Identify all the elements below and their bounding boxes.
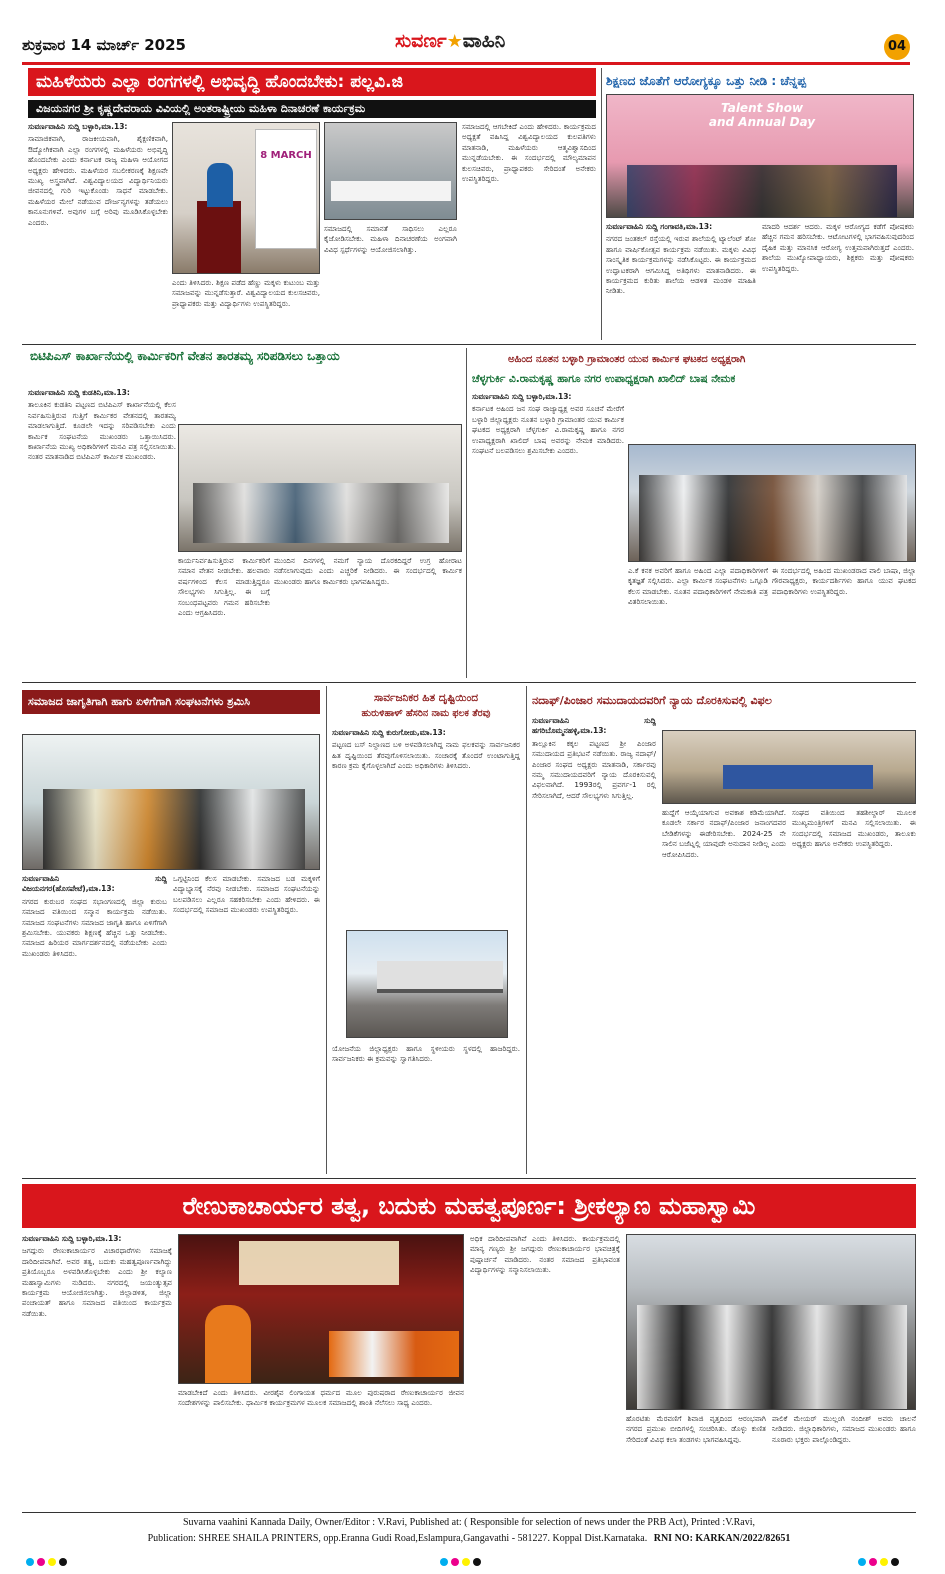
backdrop-banner	[255, 129, 317, 249]
divider-h3	[22, 1178, 916, 1179]
divider-v1	[601, 68, 602, 340]
page-number: 04	[884, 34, 910, 60]
yellow-dot-icon	[462, 1558, 470, 1566]
story4-text1: ಕರ್ನಾಟಕ ಅಹಿಂದ ಜನ ಸಂಘ ರಾಜ್ಯಾಧ್ಯಕ್ಷ ಅವರ ಸೂಚನೆ ಮೇರೆಗೆ ಬಳ್ಳಾರಿ ಜಿಲ್ಲಾಧ್ಯಕ್ಷರು ನೂತನ ಬಳ್ಳಾರಿ ಗ್ರಾಮಾಂತರ ಯುವ ಕಾರ್ಮಿಕ ಘಟಕದ ಅಧ್ಯಕ್ಷರಾಗಿ ಚೆಳ್ಳಗುರ್ಕಿ ವಿ.ರಾಮಕೃಷ್ಣ ಹಾಗೂ ನಗರ ಉಪಾಧ್ಯಕ್ಷರಾಗಿ ಖಾಲಿದ್ ಬಾಷ ಅವರನ್ನು ನೇಮಕ ಮಾಡಿದರು. ಸಂಘಟನೆ ಬಲಪಡಿಸಲು ಶ್ರಮಿಸಬೇಕು ಎಂದರು.	[472, 404, 624, 456]
story4-col1	[472, 392, 624, 676]
registration-marks-center	[440, 1558, 500, 1566]
photo-womens-day	[172, 122, 320, 274]
shawl-group	[43, 789, 305, 869]
swamiji-figure	[205, 1305, 251, 1384]
stage-banner	[239, 1241, 399, 1285]
guests-row	[627, 165, 897, 217]
story8-col2	[178, 1388, 464, 1508]
magenta-dot-icon	[451, 1558, 459, 1566]
photo-swamiji-stage	[178, 1234, 464, 1384]
story1-text4: ಸಮಾಜದಲ್ಲಿ ಆಗಬೇಕಿದೆ ಎಂದು ಹೇಳಿದರು. ಕಾರ್ಯಕ್ರಮದ ಅಧ್ಯಕ್ಷತೆ ವಹಿಸಿದ್ದ ವಿಶ್ವವಿದ್ಯಾಲಯದ ಕುಲಪತಿಗಳು ಮಾತನಾಡಿ, ಮಹಿಳೆಯರು ಆತ್ಮವಿಶ್ವಾಸದಿಂದ ಮುನ್ನಡೆಯಬೇಕು. ಈ ಸಂದರ್ಭದಲ್ಲಿ ಮೌಲ್ಯಮಾಪನ ಕುಲಸಚಿವರು, ಪ್ರಾಧ್ಯಾಪಕರು ಸೇರಿದಂತೆ ಅನೇಕರು ಉಪಸ್ಥಿತರಿದ್ದರು.	[462, 122, 596, 184]
story6-col1	[332, 728, 520, 928]
seated-group	[193, 483, 449, 543]
photo-procession	[626, 1234, 916, 1410]
story3-text2: ಕಾರ್ಯನಿರ್ವಹಿಸುತ್ತಿರುವ ಕಾರ್ಮಿಕರಿಗೆ ಸಮಾನ ವೇತನ ನೀಡಬೇಕು. ಹಲವಾರು ವರ್ಷಗಳಿಂದ ಕೆಲಸ ಮಾಡುತ್ತಿದ್ದರೂ ಸೌಲಭ್ಯಗಳು ಸಿಗುತ್ತಿಲ್ಲ. ಈ ಬಗ್ಗೆ ಸಂಬಂಧಪಟ್ಟವರು ಗಮನ ಹರಿಸಬೇಕು ಎಂದು ಆಗ್ರಹಿಸಿದರು.	[178, 556, 270, 618]
registration-marks-left	[26, 1558, 86, 1566]
headline-school-health: ಶಿಕ್ಷಣದ ಜೊತೆಗೆ ಆರೋಗ್ಯಕ್ಕೂ ಒತ್ತು ನೀಡಿ : ಚೆನ್ನಪ್ಪ	[606, 74, 806, 88]
story3-col1	[28, 388, 176, 676]
crowd	[637, 1305, 907, 1409]
footer-line1: Suvarna vaahini Kannada Daily, Owner/Editor : V.Ravi, Published at: ( Responsible for selection of news under the PRB Act), Printed :V.Ravi,	[182, 1517, 756, 1528]
story4-col2	[628, 566, 768, 676]
story-womens-day	[22, 68, 597, 340]
story7-dateline: ಸುವರ್ಣವಾಹಿನಿ ಸುದ್ದಿ ಹಗರಿಬೊಮ್ಮನಹಳ್ಳಿ,ಮಾ.13:	[532, 716, 656, 736]
headline-pinjara: ನದಾಫ್/ಪಿಂಜಾರ ಸಮುದಾಯದವರಿಗೆ ನ್ಯಾಯ ದೊರಕಿಸುವಲ್ಲಿ ವಿಫಲ	[532, 694, 772, 707]
magenta-dot-icon	[869, 1558, 877, 1566]
brand-logo	[395, 30, 555, 60]
story2-col1	[606, 222, 756, 338]
cyan-dot-icon	[858, 1558, 866, 1566]
story2-col2	[762, 222, 914, 338]
photo-bus-stand	[346, 930, 508, 1038]
story1-text3: ಸಮಾಜದಲ್ಲಿ ಸಮಾನತೆ ಸಾಧಿಸಲು ಎಲ್ಲರೂ ಕೈಜೋಡಿಸಬೇಕು. ಮಹಿಳಾ ದಿನಾಚರಣೆಯ ಅಂಗವಾಗಿ ವಿವಿಧ ಸ್ಪರ್ಧೆಗಳನ್ನು ಆಯೋಜಿಸಲಾಗಿತ್ತು.	[324, 224, 457, 254]
story7-text1: ತಾಲ್ಲೂಕಿನ ಕಕ್ಕಲ ಪಟ್ಟಣದ ಶ್ರೀ ಪಿಂಜಾರ ಸಮುದಾಯದ ಪ್ರತಿಭಟನೆ ನಡೆಯಿತು. ರಾಜ್ಯ ನದಾಫ್/ಪಿಂಜಾರ ಸಂಘದ ಅಧ್ಯಕ್ಷರು ಮಾತನಾಡಿ, ಸರ್ಕಾರವು ನಮ್ಮ ಸಮುದಾಯದವರಿಗೆ ನ್ಯಾಯ ದೊರಕಿಸುವಲ್ಲಿ ವಿಫಲವಾಗಿದೆ. 1993ರಲ್ಲಿ ಪ್ರವರ್ಗ-1 ರಲ್ಲಿ ಸೇರಿಸಲಾಗಿದೆ, ಆದರೆ ಸೌಲಭ್ಯಗಳು ಸಿಗುತ್ತಿಲ್ಲ.	[532, 738, 656, 800]
story8-text5: ಪಾಲಿಕೆ ಮೇಯರ್ ಮುಲ್ಲಂಗಿ ನಂದೀಶ್ ಅವರು ಚಾಲನೆ ನೀಡಿದರು. ಜಿಲ್ಲಾಧಿಕಾರಿಗಳು, ಸಮಾಜದ ಮುಖಂಡರು ಹಾಗೂ ನೂರಾರು ಭಕ್ತರು ಪಾಲ್ಗೊಂಡಿದ್ದರು.	[772, 1414, 916, 1444]
story5-text2: ಒಗ್ಗಟ್ಟಿನಿಂದ ಕೆಲಸ ಮಾಡಬೇಕು. ಸಮಾಜದ ಬಡ ಮಕ್ಕಳಿಗೆ ವಿದ್ಯಾಭ್ಯಾಸಕ್ಕೆ ನೆರವು ನೀಡಬೇಕು. ಸಮಾಜದ ಸಂಘಟನೆಯನ್ನು ಬಲಪಡಿಸಲು ಎಲ್ಲರೂ ಸಹಕರಿಸಬೇಕು ಎಂದು ಹೇಳಿದರು. ಈ ಸಂದರ್ಭದಲ್ಲಿ ಸಮಾಜದ ಮುಖಂಡರು ಉಪಸ್ಥಿತರಿದ್ದರು.	[173, 874, 320, 915]
story1-col2	[172, 278, 320, 338]
story7-text2: ಹುದ್ದೆಗೆ ಆಯ್ಕೆಯಾಗುವ ಅವಕಾಶ ಕಡಿಮೆಯಾಗಿದೆ. ಕೂಡಲೇ ಸರ್ಕಾರ ನದಾಫ್/ಪಿಂಜಾರ ಜನಾಂಗದವರ ಬೇಡಿಕೆಗಳನ್ನು ಈಡೇರಿಸಬೇಕು. 2024-25 ನೇ ಸಾಲಿನ ಬಜೆಟ್ನಲ್ಲಿ ಯಾವುದೇ ಅನುದಾನ ನೀಡಿಲ್ಲ ಎಂದು ಆರೋಪಿಸಿದರು.	[662, 808, 786, 859]
story6-dateline: ಸುವರ್ಣವಾಹಿನಿ ಸುದ್ದಿ ಕುರುಗೋಡು,ಮಾ.13:	[332, 728, 446, 737]
photo-kuruba-felicitation	[22, 734, 320, 870]
story3-text3: ಮುಂದಿನ ದಿನಗಳಲ್ಲಿ ನಮಗೆ ನ್ಯಾಯ ದೊರಕದಿದ್ದರೆ ಉಗ್ರ ಹೋರಾಟ ನಡೆಸಲಾಗುವುದು ಎಂದು ಎಚ್ಚರಿಕೆ ನೀಡಿದರು. ಈ ಸಂದರ್ಭದಲ್ಲಿ ಕಾರ್ಮಿಕ ಮುಖಂಡರು ಹಾಗೂ ಕಾರ್ಮಿಕರು ಭಾಗವಹಿಸಿದ್ದರು.	[274, 556, 462, 586]
story7-col1	[532, 716, 656, 1172]
divider-v3	[326, 686, 327, 1174]
banner-talent-show: Talent Show and Annual Day	[708, 101, 816, 129]
story8-col4	[626, 1414, 766, 1508]
story7-col2	[662, 808, 786, 1172]
black-dot-icon	[473, 1558, 481, 1566]
headline-name-board-line2: ಹುರುಳಿಹಾಳ್ ಹೆಸರಿನ ನಾಮ ಫಲಕ ತೆರವು	[361, 708, 491, 719]
black-dot-icon	[59, 1558, 67, 1566]
story8-text4: ಹೊರಟಿತು ಮೆರವಣಿಗೆ ಶಿವಾಜಿ ವೃತ್ತದಿಂದ ಆರಂಭವಾಗಿ ನಗರದ ಪ್ರಮುಖ ಬೀದಿಗಳಲ್ಲಿ ಸಂಚರಿಸಿತು. ಡೊಳ್ಳು ಕುಣಿತ ಸೇರಿದಂತೆ ವಿವಿಧ ಕಲಾ ತಂಡಗಳು ಭಾಗವಹಿಸಿದ್ದವು.	[626, 1414, 766, 1444]
brand-left-text: ಸುವರ್ಣ	[395, 30, 447, 52]
story-btps-workers	[22, 348, 462, 678]
headline-renukacharya: ರೇಣುಕಾಚಾರ್ಯರ ತತ್ವ, ಬದುಕು ಮಹತ್ವಪೂರ್ಣ: ಶ್ರೀಕಲ್ಯಾಣ ಮಹಾಸ್ವಾಮಿ	[22, 1184, 916, 1228]
masthead	[0, 0, 945, 70]
headline-ahinda-line1: ಅಹಿಂದ ನೂತನ ಬಳ್ಳಾರಿ ಗ್ರಾಮಾಂತರ ಯುವ ಕಾರ್ಮಿಕ ಘಟಕದ ಅಧ್ಯಕ್ಷರಾಗಿ	[508, 354, 746, 365]
story6-text1: ಪಟ್ಟಣದ ಬಸ್ ನಿಲ್ದಾಣದ ಬಳಿ ಅಳವಡಿಸಲಾಗಿದ್ದ ನಾಮ ಫಲಕವನ್ನು ಸಾರ್ವಜನಿಕರ ಹಿತ ದೃಷ್ಟಿಯಿಂದ ತೆರವುಗೊಳಿಸಲಾಯಿತು. ಸಂಚಾರಕ್ಕೆ ತೊಂದರೆ ಉಂಟಾಗುತ್ತಿದ್ದ ಕಾರಣ ಕ್ರಮ ಕೈಗೊಳ್ಳಲಾಗಿದೆ ಎಂದು ಅಧಿಕಾರಿಗಳು ತಿಳಿಸಿದರು.	[332, 740, 520, 771]
yellow-dot-icon	[880, 1558, 888, 1566]
story7-text3: ಸಂಘದ ವತಿಯಿಂದ ತಹಶೀಲ್ದಾರ್ ಮೂಲಕ ಮುಖ್ಯಮಂತ್ರಿಗಳಿಗೆ ಮನವಿ ಸಲ್ಲಿಸಲಾಯಿತು. ಈ ಸಂದರ್ಭದಲ್ಲಿ ಸಮಾಜದ ಮುಖಂಡರು, ತಾಲೂಕು ಅಧ್ಯಕ್ಷರು ಹಾಗೂ ಅನೇಕರು ಉಪಸ್ಥಿತರಿದ್ದರು.	[792, 808, 916, 849]
story8-text3: ಅಧಿಕ ದಾರಿದೀಪವಾಗಿವೆ ಎಂದು ತಿಳಿಸಿದರು. ಕಾರ್ಯಕ್ರಮದಲ್ಲಿ ಮಾನ್ಯ ಗಣ್ಯರು ಶ್ರೀ ಜಗದ್ಗುರು ರೇಣುಕಾಚಾರ್ಯರ ಭಾವಚಿತ್ರಕ್ಕೆ ಪುಷ್ಪಾರ್ಚನೆ ಮಾಡಿದರು. ನಂತರ ಸಮಾಜದ ಪ್ರತಿಭಾವಂತ ವಿದ್ಯಾರ್ಥಿಗಳನ್ನು ಸನ್ಮಾನಿಸಲಾಯಿತು.	[470, 1234, 620, 1275]
story-renukacharya	[22, 1184, 916, 1510]
story3-dateline: ಸುವರ್ಣವಾಹಿನಿ ಸುದ್ದಿ ಕುಡತಿನಿ,ಮಾ.13:	[28, 388, 130, 397]
story-ahinda	[472, 348, 916, 678]
divider-h1	[22, 344, 916, 345]
speaker-figure	[207, 163, 233, 207]
footer-line2-wrap	[22, 1531, 916, 1547]
photo-school-event	[606, 94, 914, 218]
story8-text1: ಜಗದ್ಗುರು ರೇಣುಕಾಚಾರ್ಯರ ವಿಚಾರಧಾರೆಗಳು ಸಮಾಜಕ್ಕೆ ದಾರಿದೀಪವಾಗಿವೆ. ಅವರ ತತ್ವ, ಬದುಕು ಮಹತ್ವಪೂರ್ಣವಾಗಿದ್ದು ಪ್ರತಿಯೊಬ್ಬರೂ ಅಳವಡಿಸಿಕೊಳ್ಳಬೇಕು ಎಂದು ಶ್ರೀ ಕಲ್ಯಾಣ ಮಹಾಸ್ವಾಮಿಗಳು ನುಡಿದರು. ನಗರದಲ್ಲಿ ಜಯಂತ್ಯುತ್ಸವ ಕಾರ್ಯಕ್ರಮ ಆಯೋಜಿಸಲಾಗಿತ್ತು. ಜಿಲ್ಲಾಡಳಿತ, ಜಿಲ್ಲಾ ಪಂಚಾಯತ್ ಹಾಗೂ ಸಮಾಜದ ವತಿಯಿಂದ ಕಾರ್ಯಕ್ರಮ ನಡೆಯಿತು.	[22, 1246, 172, 1318]
brand-right-text: ವಾಹಿನಿ	[462, 30, 506, 52]
story-kuruba-sangha	[22, 686, 320, 1174]
story1-col1	[28, 122, 168, 338]
table-row-guests	[331, 181, 451, 201]
registration-marks-right	[858, 1558, 918, 1566]
headline-ahinda-line2: ಚೆಳ್ಳಗುರ್ಕಿ ವಿ.ರಾಮಕೃಷ್ಣ ಹಾಗೂ ನಗರ ಉಪಾಧ್ಯಕ್ಷರಾಗಿ ಖಾಲಿದ್ ಬಾಷ ನೇಮಕ	[472, 373, 736, 385]
story6-col2	[332, 1044, 520, 1172]
divider-v2	[466, 348, 467, 678]
story3-col2	[178, 556, 270, 676]
story-pinjara	[532, 686, 916, 1174]
masthead-rule	[22, 62, 910, 65]
headline-womens-day: ಮಹಿಳೆಯರು ಎಲ್ಲಾ ರಂಗಗಳಲ್ಲಿ ಅಭಿವೃದ್ಧಿ ಹೊಂದಬೇಕು: ಪಲ್ಲವಿ.ಜಿ	[28, 68, 596, 96]
story-name-board	[332, 686, 520, 1174]
story8-dateline: ಸುವರ್ಣವಾಹಿನಿ ಸುದ್ದಿ ಬಳ್ಳಾರಿ,ಮಾ.13:	[22, 1234, 122, 1243]
photo-pinjara-meeting	[662, 730, 916, 804]
story3-text1: ತಾಲೂಕಿನ ಕುಡತಿನಿ ಪಟ್ಟಣದ ಬಿಟಿಪಿಎಸ್ ಕಾರ್ಖಾನೆಯಲ್ಲಿ ಕೆಲಸ ನಿರ್ವಹಿಸುತ್ತಿರುವ ಗುತ್ತಿಗೆ ಕಾರ್ಮಿಕರ ವೇತನದಲ್ಲಿ ತಾರತಮ್ಯ ಮಾಡಲಾಗುತ್ತಿದೆ. ಕೂಡಲೇ ಇದನ್ನು ಸರಿಪಡಿಸಬೇಕು ಎಂದು ಕಾರ್ಮಿಕ ಸಂಘಟನೆಯ ಮುಖಂಡರು ಒತ್ತಾಯಿಸಿದರು. ಕಾರ್ಖಾನೆಯ ಮುಖ್ಯ ಅಧಿಕಾರಿಗಳಿಗೆ ಮನವಿ ಪತ್ರ ಸಲ್ಲಿಸಲಾಯಿತು. ನಂತರ ಮಾತನಾಡಿದ ಬಿಟಿಪಿಎಸ್ ಕಾರ್ಮಿಕ ಮುಖಂಡರು.	[28, 400, 176, 462]
story-school-health	[606, 68, 916, 340]
banner-logo-text: 8 MARCH	[260, 150, 312, 161]
story1-col3	[324, 224, 457, 338]
story7-col3	[792, 808, 916, 1172]
podium	[197, 201, 241, 273]
story1-text1: ಸಾಮಾಜಿಕವಾಗಿ, ರಾಜಕೀಯವಾಗಿ, ಶೈಕ್ಷಣಿಕವಾಗಿ, ಔದ್ಯೋಗಿಕವಾಗಿ ಎಲ್ಲಾ ರಂಗಗಳಲ್ಲಿ ಮಹಿಳೆಯರು ಅಭಿವೃದ್ಧಿ ಹೊಂದಬೇಕು ಎಂದು ಕರ್ನಾಟಕ ರಾಜ್ಯ ಮಹಿಳಾ ಆಯೋಗದ ಅಧ್ಯಕ್ಷರು ಹೇಳಿದರು. ಮಹಿಳೆಯರ ಸಬಲೀಕರಣಕ್ಕೆ ಶಿಕ್ಷಣವೇ ಮುಖ್ಯ ಅಸ್ತ್ರವಾಗಿದೆ. ವಿಶ್ವವಿದ್ಯಾಲಯದ ವಿದ್ಯಾರ್ಥಿನಿಯರು ಜೀವನದಲ್ಲಿ ಗುರಿ ಇಟ್ಟುಕೊಂಡು ಸಾಧನೆ ಮಾಡಬೇಕು. ಮಹಿಳೆಯರ ಮೇಲೆ ನಡೆಯುವ ದೌರ್ಜನ್ಯಗಳನ್ನು ತಡೆಯಲು ಕಾನೂನುಗಳಿವೆ. ಅವುಗಳ ಬಗ್ಗೆ ಅರಿವು ಮೂಡಿಸಿಕೊಳ್ಳಬೇಕು ಎಂದರು.	[28, 134, 168, 227]
headline-btps-workers: ಬಿಟಿಪಿಎಸ್ ಕಾರ್ಖಾನೆಯಲ್ಲಿ ಕಾರ್ಮಿಕರಿಗೆ ವೇತನ ತಾರತಮ್ಯ ಸರಿಪಡಿಸಲು ಒತ್ತಾಯ	[30, 349, 340, 363]
date-line: ಶುಕ್ರವಾರ 14 ಮಾರ್ಚ್ 2025	[22, 36, 186, 54]
divider-h2	[22, 682, 916, 683]
story5-col1	[22, 874, 167, 1172]
story8-col3	[470, 1234, 620, 1508]
story1-text2: ಎಂದು ತಿಳಿಸಿದರು. ಶಿಕ್ಷಣ ಪಡೆದ ಹೆಣ್ಣು ಮಕ್ಕಳು ಕುಟುಂಬ ಮತ್ತು ಸಮಾಜವನ್ನು ಮುನ್ನಡೆಸುತ್ತಾರೆ. ವಿಶ್ವವಿದ್ಯಾಲಯದ ಕುಲಸಚಿವರು, ಪ್ರಾಧ್ಯಾಪಕರು ಮತ್ತು ವಿದ್ಯಾರ್ಥಿಗಳು ಉಪಸ್ಥಿತರಿದ್ದರು.	[172, 278, 320, 308]
photo-audience	[324, 122, 457, 220]
magenta-dot-icon	[37, 1558, 45, 1566]
story5-text1: ನಗರದ ಕುರುಬರ ಸಂಘದ ಸಭಾಂಗಣದಲ್ಲಿ ಜಿಲ್ಲಾ ಕುರುಬ ಸಮಾಜದ ವತಿಯಿಂದ ಸನ್ಮಾನ ಕಾರ್ಯಕ್ರಮ ನಡೆಯಿತು. ಸಮಾಜದ ಸಂಘಟನೆಗಳು ಸಮಾಜದ ಜಾಗೃತಿ ಹಾಗೂ ಏಳಿಗೆಗಾಗಿ ಶ್ರಮಿಸಬೇಕು. ಯುವಕರು ಶಿಕ್ಷಣಕ್ಕೆ ಹೆಚ್ಚಿನ ಒತ್ತು ನೀಡಬೇಕು. ಸಮಾಜದ ಹಿರಿಯರ ಮಾರ್ಗದರ್ಶನದಲ್ಲಿ ನಡೆಯಬೇಕು ಎಂದು ಮುಖಂಡರು ತಿಳಿಸಿದರು.	[22, 896, 167, 958]
headline-name-board-line1: ಸಾರ್ವಜನಿಕರ ಹಿತ ದೃಷ್ಟಿಯಿಂದ	[373, 692, 478, 704]
story2-text1: ನಗರದ ಜಂತಕಲ್ ರಸ್ತೆಯಲ್ಲಿ ಇರುವ ಶಾಲೆಯಲ್ಲಿ ಟ್ಯಾಲೆಂಟ್ ಶೋ ಹಾಗೂ ವಾರ್ಷಿಕೋತ್ಸವ ಕಾರ್ಯಕ್ರಮ ನಡೆಯಿತು. ಮಕ್ಕಳು ವಿವಿಧ ಸಾಂಸ್ಕೃತಿಕ ಕಾರ್ಯಕ್ರಮಗಳನ್ನು ನಡೆಸಿಕೊಟ್ಟರು. ಈ ಕಾರ್ಯಕ್ರಮದ ಉದ್ಘಾಟಕರಾಗಿ ಆಗಮಿಸಿದ್ದ ಅತಿಥಿಗಳು ಮಾತನಾಡಿದರು. ಈ ಕಾರ್ಯಕ್ರಮದ ಕುರಿತು ಶಾಲೆಯ ಆಡಳಿತ ಮಂಡಳಿ ಮಾಹಿತಿ ನೀಡಿತು.	[606, 234, 756, 296]
footer-rni: RNI NO: KARKAN/2022/82651	[653, 1533, 791, 1544]
story2-dateline: ಸುವರ್ಣವಾಹಿನಿ ಸುದ್ದಿ ಗಂಗಾವತಿ,ಮಾ.13:	[606, 222, 713, 231]
cyan-dot-icon	[26, 1558, 34, 1566]
yellow-dot-icon	[48, 1558, 56, 1566]
story5-col2	[173, 874, 320, 1172]
story4-text3: ಈ ಸಂದರ್ಭದಲ್ಲಿ ಅಹಿಂದ ಮುಖಂಡರಾದ ವಾಲಿ ಬಾಷಾ, ಜಿಲ್ಲಾ ಗೌರವಾಧ್ಯಕ್ಷರು, ಕಾರ್ಯದರ್ಶಿಗಳು ಹಾಗೂ ಯುವ ಘಟಕದ ಪದಾಧಿಕಾರಿಗಳು ಉಪಸ್ಥಿತರಿದ್ದರು.	[772, 566, 916, 596]
shelter-roof	[377, 961, 503, 993]
story4-dateline: ಸುವರ್ಣವಾಹಿನಿ ಸುದ್ದಿ ಬಳ್ಳಾರಿ,ಮಾ.13:	[472, 392, 572, 401]
headline-kuruba-sangha: ಸಮಾಜದ ಜಾಗೃತಿಗಾಗಿ ಹಾಗು ಏಳಿಗೆಗಾಗಿ ಸಂಘಟನೆಗಳು ಶ್ರಮಿಸಿ	[22, 690, 320, 714]
photo-btps-group	[178, 424, 462, 552]
subhead-womens-day: ವಿಜಯನಗರ ಶ್ರೀ ಕೃಷ್ಣದೇವರಾಯ ವಿವಿಯಲ್ಲಿ ಅಂತರಾಷ್ಟ್ರೀಯ ಮಹಿಳಾ ದಿನಾಚರಣೆ ಕಾರ್ಯಕ್ರಮ	[28, 100, 596, 118]
story2-text2: ಮಾದರಿ ಆದರ್ಶ ಆದರು. ಮಕ್ಕಳ ಆರೋಗ್ಯದ ಕಡೆಗೆ ಪೋಷಕರು ಹೆಚ್ಚಿನ ಗಮನ ಹರಿಸಬೇಕು. ಆಟೋಟಗಳಲ್ಲಿ ಭಾಗವಹಿಸುವುದರಿಂದ ದೈಹಿಕ ಮತ್ತು ಮಾನಸಿಕ ಆರೋಗ್ಯ ಉತ್ತಮವಾಗಿರುತ್ತದೆ ಎಂದರು. ಶಾಲೆಯ ಮುಖ್ಯೋಪಾಧ್ಯಾಯರು, ಶಿಕ್ಷಕರು ಮತ್ತು ಪೋಷಕರು ಉಪಸ್ಥಿತರಿದ್ದರು.	[762, 222, 914, 273]
black-dot-icon	[891, 1558, 899, 1566]
stage-table	[723, 765, 873, 789]
garlanded-members	[639, 475, 907, 561]
photo-ahinda-felicitation	[628, 444, 916, 562]
brand-star-icon: ★	[446, 31, 463, 52]
story1-col4	[462, 122, 596, 338]
footer-imprint	[22, 1512, 916, 1552]
story4-col3	[772, 566, 916, 676]
footer-line2: Publication: SHREE SHAILA PRINTERS, opp.Eranna Gudi Road,Eslampura,Gangavathi - 581227. Koppal Dist.Karnataka.	[147, 1533, 648, 1544]
story4-text2: ಎ.ಕೆ ಕನಕ ಅವರಿಗೆ ಹಾಗೂ ಅಹಿಂದ ಎಲ್ಲಾ ಪದಾಧಿಕಾರಿಗಳಿಗೆ ಕೃತಜ್ಞತೆ ಸಲ್ಲಿಸಿದರು. ಎಲ್ಲಾ ಕಾರ್ಮಿಕ ಸಂಘಟನೆಗಳು ಒಗ್ಗೂಡಿ ಕೆಲಸ ಮಾಡಬೇಕು. ನೂತನ ಪದಾಧಿಕಾರಿಗಳಿಗೆ ನೇಮಕಾತಿ ಪತ್ರ ವಿತರಿಸಲಾಯಿತು.	[628, 566, 768, 607]
story5-dateline: ಸುವರ್ಣವಾಹಿನಿ ಸುದ್ದಿ ವಿಜಯನಗರ(ಹೊಸಪೇಟೆ),ಮಾ.13:	[22, 874, 167, 894]
divider-v4	[526, 686, 527, 1174]
cyan-dot-icon	[440, 1558, 448, 1566]
story1-dateline: ಸುವರ್ಣವಾಹಿನಿ ಸುದ್ದಿ ಬಳ್ಳಾರಿ,ಮಾ.13:	[28, 122, 128, 131]
story8-col5	[772, 1414, 916, 1508]
story3-col3	[274, 556, 462, 676]
story6-text2: ಯೋಜನೆಯ ಜಿಲ್ಲಾಧ್ಯಕ್ಷರು ಹಾಗೂ ಸ್ಥಳೀಯರು ಸ್ಥಳದಲ್ಲಿ ಹಾಜರಿದ್ದರು. ಸಾರ್ವಜನಿಕರು ಈ ಕ್ರಮವನ್ನು ಸ್ವಾಗತಿಸಿದರು.	[332, 1044, 520, 1064]
seated-seers	[329, 1331, 459, 1377]
story8-col1	[22, 1234, 172, 1508]
story8-text2: ಮಾಡಬೇಕಿದೆ ಎಂದು ತಿಳಿಸಿದರು. ವೀರಶೈವ ಲಿಂಗಾಯತ ಧರ್ಮದ ಮೂಲ ಪುರುಷರಾದ ರೇಣುಕಾಚಾರ್ಯರ ಜೀವನ ಸಂದೇಶಗಳನ್ನು ಪಾಲಿಸಬೇಕು. ಧಾರ್ಮಿಕ ಕಾರ್ಯಕ್ರಮಗಳ ಮೂಲಕ ಸಮಾಜದಲ್ಲಿ ಶಾಂತಿ ನೆಲೆಸಲು ಸಾಧ್ಯ ಎಂದರು.	[178, 1388, 464, 1408]
